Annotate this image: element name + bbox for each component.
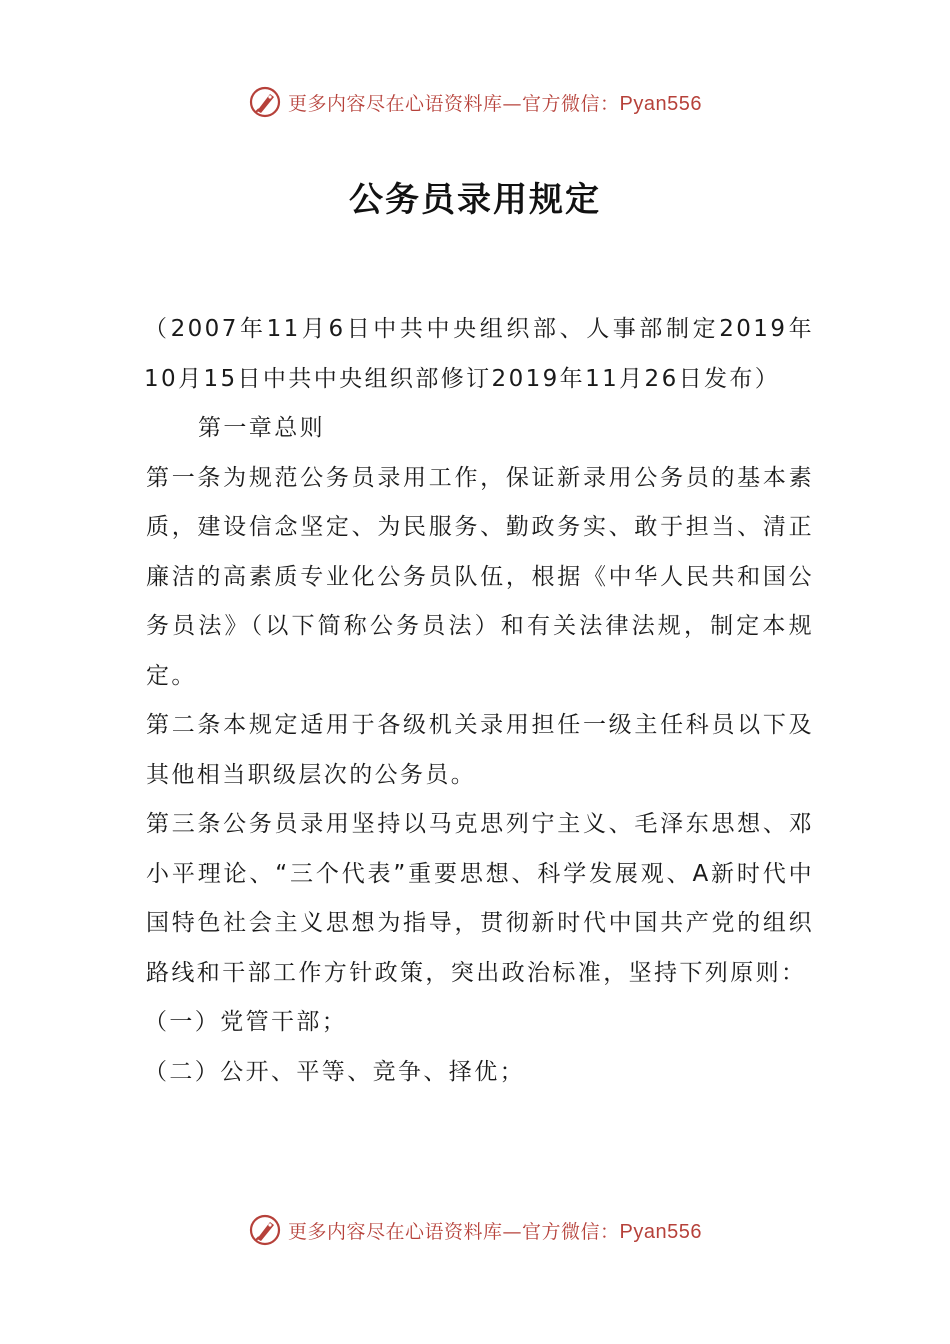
principle-2: （二）公开、平等、竞争、择优； (144, 1058, 525, 1085)
pen-nib-logo-icon (248, 1213, 282, 1247)
pen-nib-logo-icon (248, 85, 282, 119)
article-2: 第二条本规定适用于各级机关录用担任一级主任科员以下及其他相当职级层次的公务员。 (146, 712, 814, 788)
footer-watermark (0, 1210, 950, 1250)
header-watermark (0, 82, 950, 122)
issuance-note: （2007年11月6日中共中央组织部、人事部制定2019年10月15日中共中央组织部修订2019年11月26日发布） (144, 316, 814, 392)
article-1: 第一条为规范公务员录用工作，保证新录用公务员的基本素质，建设信念坚定、为民服务、勤政务实、敢于担当、清正廉洁的高素质专业化公务员队伍，根据《中华人民共和国公务员法》（以下简称公务员法）和有关法律法规，制定本规定。 (146, 464, 814, 689)
watermark-text: 更多内容尽在心语资料库—官方微信：Pyan556 (288, 92, 702, 115)
article-3: 第三条公务员录用坚持以马克思列宁主义、毛泽东思想、邓小平理论、“三个代表”重要思想、科学发展观、A新时代中国特色社会主义思想为指导，贯彻新时代中国共产党的组织路线和干部工作方针政策，突出政治标准，坚持下列原则： (146, 811, 814, 986)
chapter-heading: 第一章总则 (198, 415, 325, 441)
principle-1: （一）党管干部； (144, 1009, 348, 1035)
document-title: 公务员录用规定 (349, 180, 601, 220)
document-body (146, 305, 814, 1097)
watermark-text: 更多内容尽在心语资料库—官方微信：Pyan556 (288, 1220, 702, 1243)
